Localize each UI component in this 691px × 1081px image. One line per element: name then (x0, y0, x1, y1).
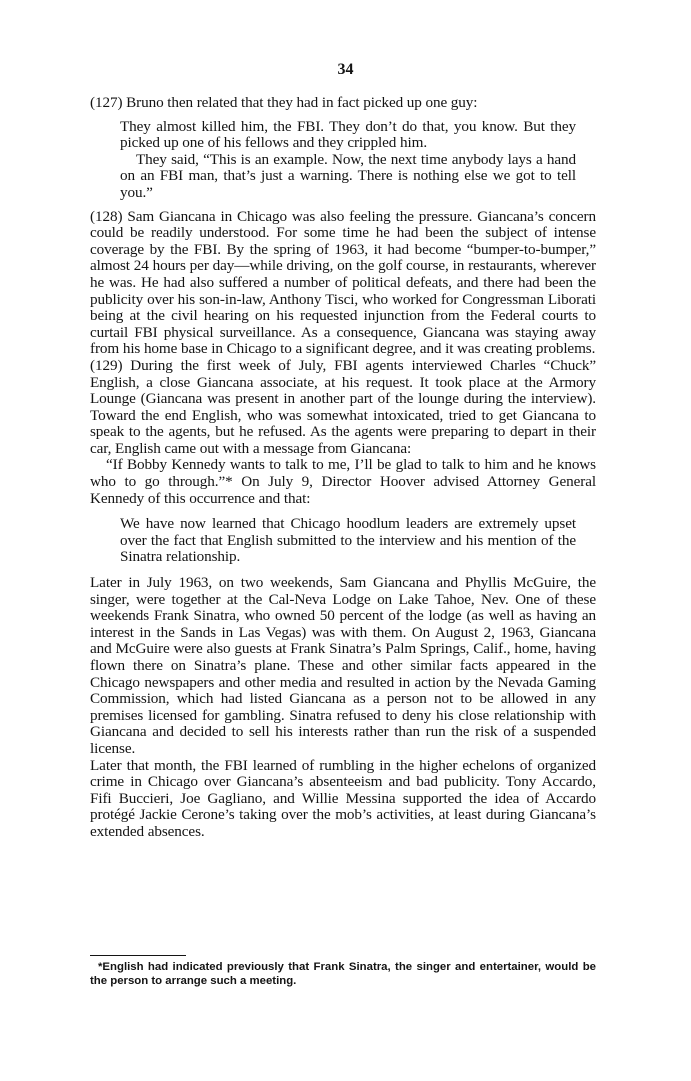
paragraph-rumbling: Later that month, the FBI learned of rumbling in the higher echelons of organized crime in Chicago over Giancana’s absenteeism and bad publicity. Tony Accardo, Fifi Buccieri, Joe Gagliano, and Willie Messina supported the idea of Accardo protégé Jackie Cerone’s taking over the mob’s activities, at least during Giancana’s extended absences. (90, 756, 596, 840)
paragraph-127: (127) Bruno then related that they had in fact picked up one guy: (90, 94, 478, 111)
page-number: 34 (337, 61, 354, 78)
paragraph-129: (129) During the first week of July, FBI agents interviewed Charles “Chuck” English, a close Giancana associate, at his request. It took place at the Armory Lounge (Giancana was present in another part of the lounge during the interview). Toward the end English, who was somewhat intoxicated, tried to get Giancana to speak to the agents, but he refused. As the agents were preparing to depart in their car, English came out with a message from Giancana: (90, 356, 596, 457)
body-text (90, 95, 596, 841)
footnote-divider (90, 955, 186, 956)
quote-fbi-crippled: They almost killed him, the FBI. They don’t do that, you know. But they picked up one of his fellows and they crippled him. (120, 117, 576, 152)
footnote: *English had indicated previously that Frank Sinatra, the singer and entertainer, would be the person to arrange such a meeting. (90, 961, 596, 987)
paragraph-bobby-kennedy: “If Bobby Kennedy wants to talk to me, I’ll be glad to talk to him and he knows who to go through.”* On July 9, Director Hoover advised Attorney General Kennedy of this occurrence and that: (90, 456, 596, 507)
paragraph-cal-neva: Later in July 1963, on two weekends, Sam Giancana and Phyllis McGuire, the singer, were together at the Cal-Neva Lodge on Lake Tahoe, Nev. One of these weekends Frank Sinatra, who owned 50 percent of the lodge (as well as having an interest in the Sands in Las Vegas) was with them. On August 2, 1963, Giancana and McGuire were also guests at Frank Sinatra’s Palm Springs, Calif., home, having flown there on Sinatra’s plane. These and other similar facts appeared in the Chicago newspapers and other media and resulted in action by the Nevada Gaming Commission, which had listed Giancana as a person not to be allowed in any premises licensed for gambling. Sinatra refused to deny his close relationship with Giancana and decided to sell his interests rather than run the risk of a suspended license. (90, 574, 596, 757)
quote-fbi-warning: They said, “This is an example. Now, the next time anybody lays a hand on an FBI man, that’s just a warning. There is nothing else we got to tell you.” (120, 150, 576, 201)
paragraph-128: (128) Sam Giancana in Chicago was also feeling the pressure. Giancana’s concern could be readily understood. For some time he had been the subject of intense coverage by the FBI. By the spring of 1963, it had become “bumper-to-bumper,” almost 24 hours per day—while driving, on the golf course, in restaurants, wherever he was. He had also suffered a number of political defeats, and there had been the publicity over his son-in-law, Anthony Tisci, who worked for Congressman Liborati being at the civil hearing on his requested injunction from the Federal courts to curtail FBI physical surveillance. As a consequence, Giancana was staying away from his home base in Chicago to a significant degree, and it was creating problems. (90, 207, 596, 358)
quote-hoodlum-leaders: We have now learned that Chicago hoodlum leaders are extremely upset over the fact that English submitted to the interview and his mention of the Sinatra relationship. (120, 515, 576, 566)
